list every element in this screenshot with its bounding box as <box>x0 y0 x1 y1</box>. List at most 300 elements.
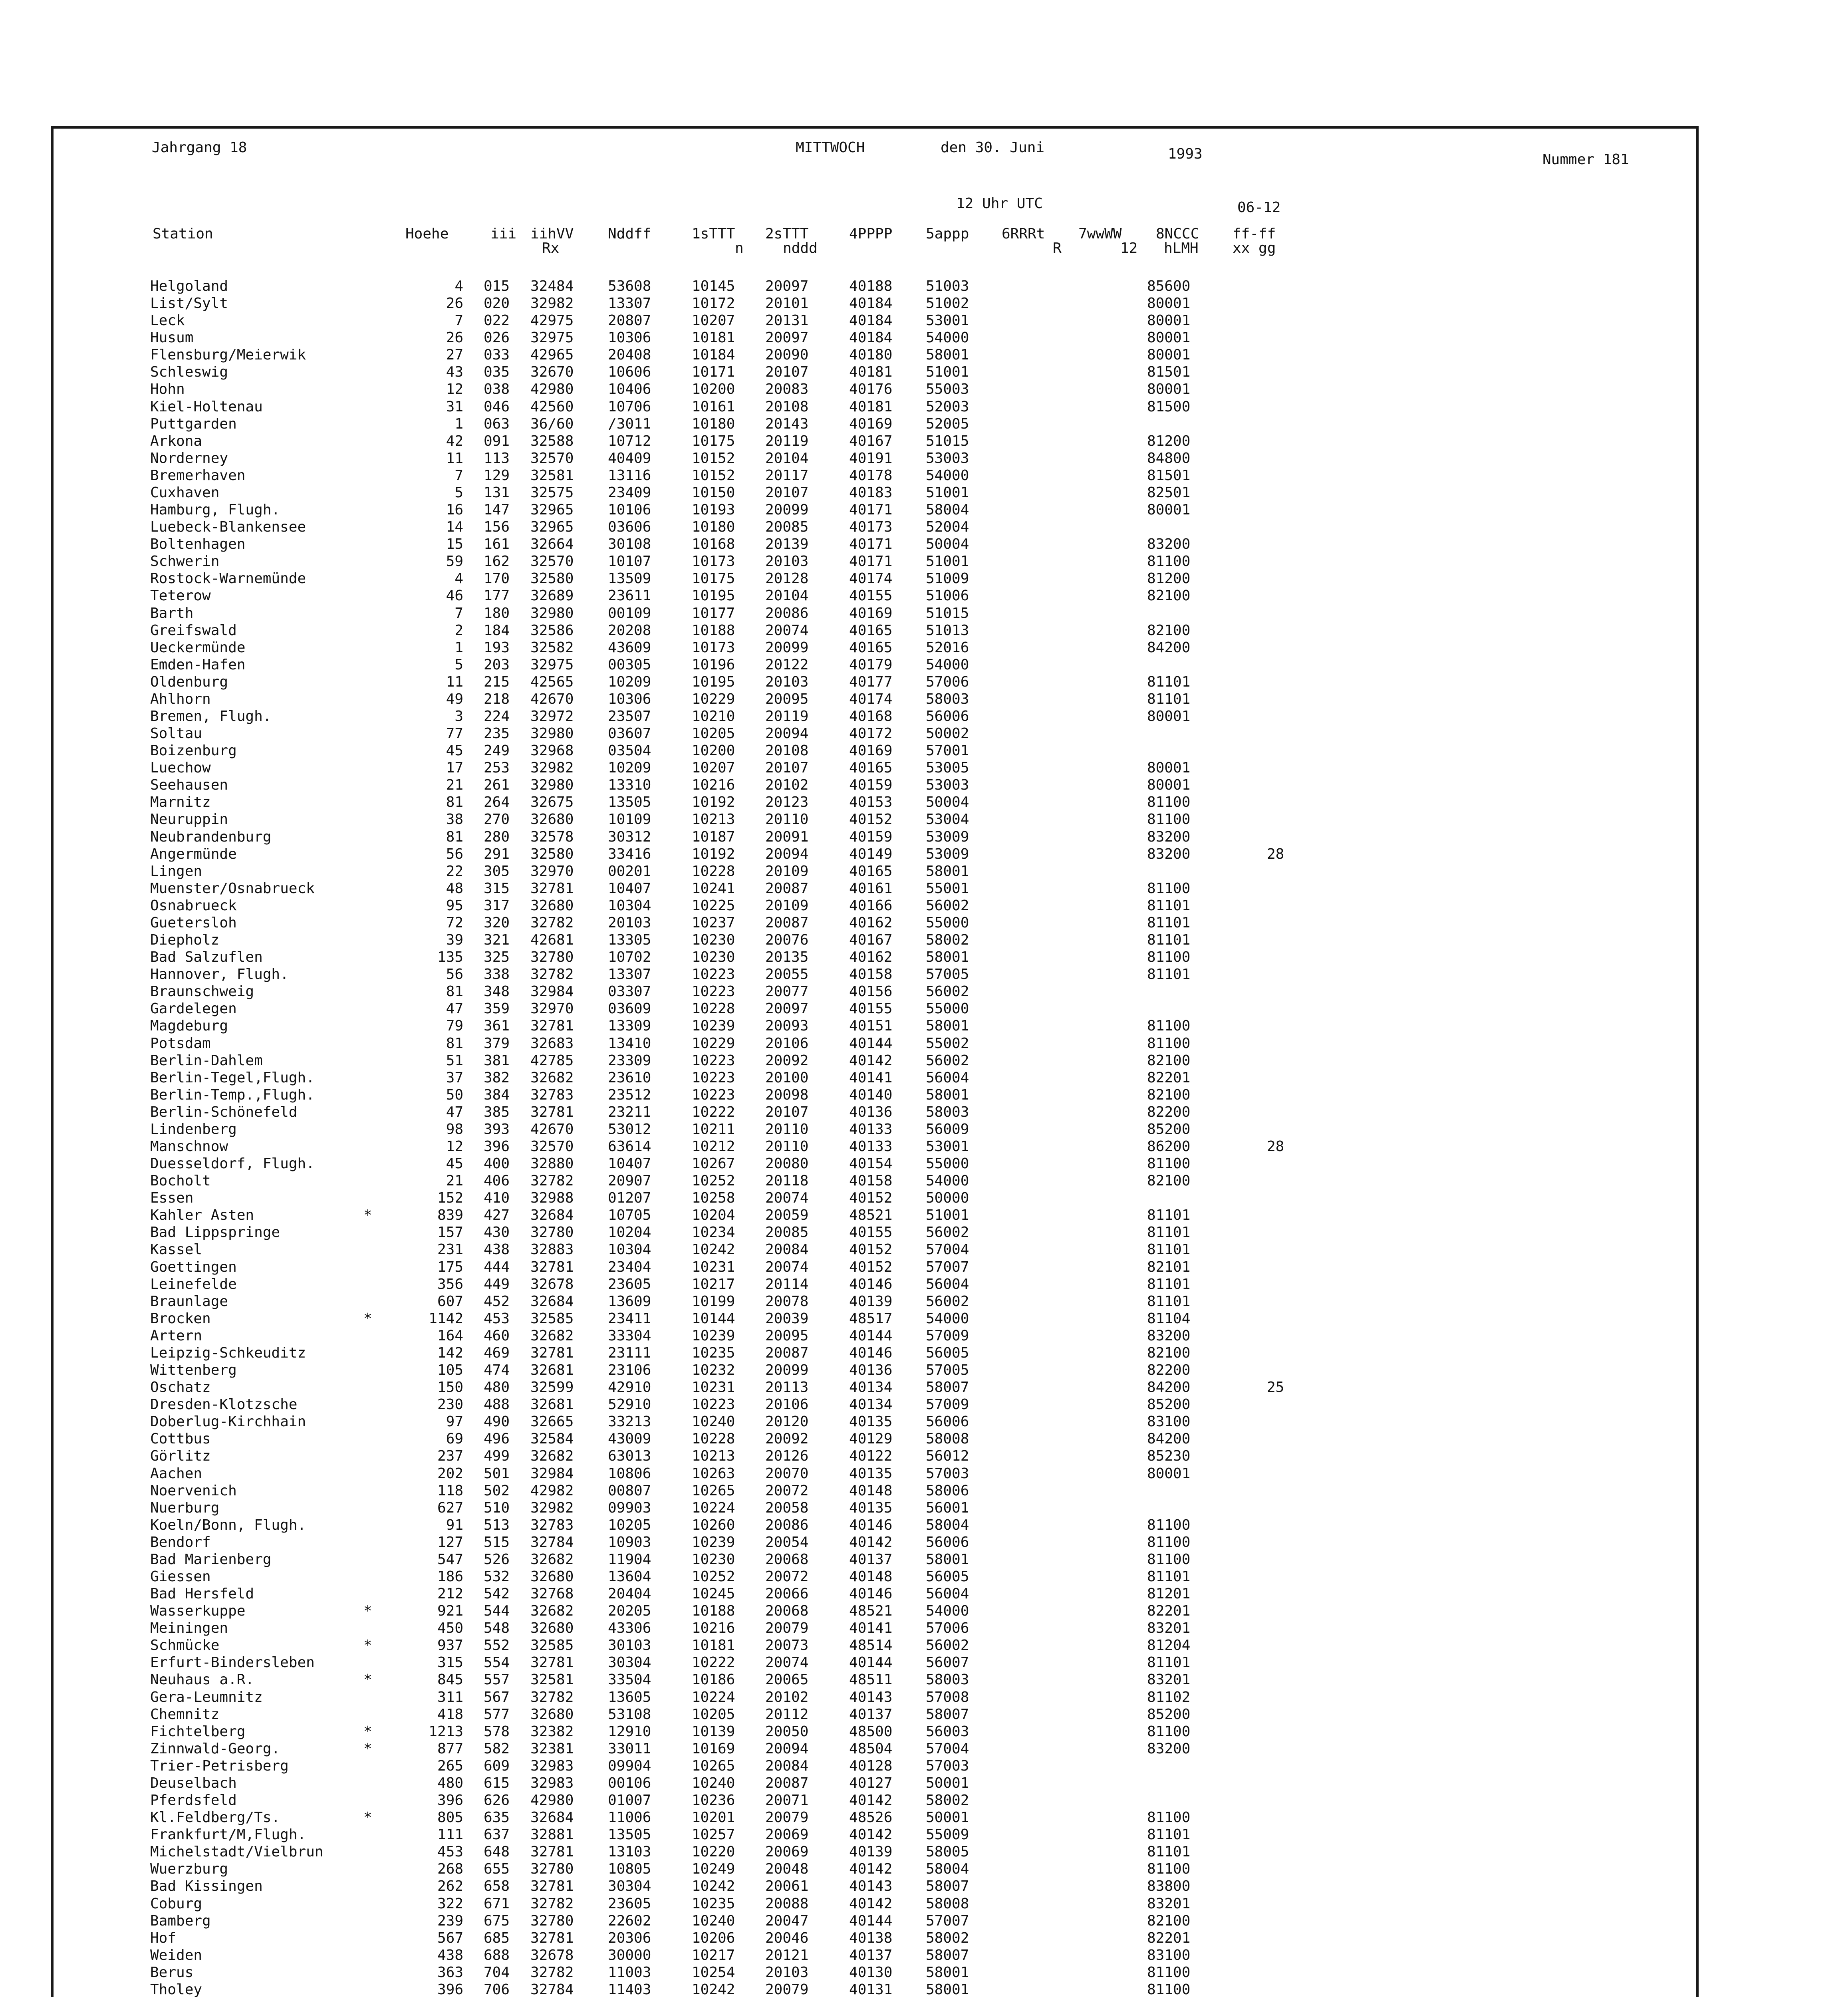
hoehe-cell: 105 <box>437 1362 463 1379</box>
n8-cell: 82100 <box>1147 1086 1191 1103</box>
p4-cell: 40174 <box>849 570 893 587</box>
p4-cell: 40133 <box>849 1138 893 1155</box>
iii-cell: 315 <box>483 880 510 897</box>
n8-cell: 80001 <box>1147 777 1191 794</box>
station-name: Potsdam <box>150 1035 211 1052</box>
p4-cell: 40165 <box>849 622 893 639</box>
p4-cell: 40155 <box>849 1000 893 1017</box>
table-row <box>0 1037 1598 1050</box>
n8-cell: 83800 <box>1147 1878 1191 1895</box>
nddff-cell: 11003 <box>608 1964 651 1981</box>
iihvv-cell: 32570 <box>530 1138 574 1155</box>
n8-cell: 81101 <box>1147 1654 1191 1671</box>
t2-cell: 20074 <box>765 1190 809 1207</box>
nddff-cell: 23605 <box>608 1895 651 1912</box>
p5-cell: 57007 <box>926 1259 969 1275</box>
t2-cell: 20121 <box>765 1947 809 1963</box>
iihvv-cell: 32599 <box>530 1379 574 1396</box>
p5-cell: 58007 <box>926 1379 969 1396</box>
t1-cell: 10207 <box>692 312 735 329</box>
station-name: Artern <box>150 1327 202 1344</box>
t1-cell: 10173 <box>692 639 735 656</box>
station-name: Chemnitz <box>150 1706 220 1723</box>
t2-cell: 20107 <box>765 1104 809 1120</box>
iihvv-cell: 32584 <box>530 1431 574 1447</box>
table-row <box>0 1966 1598 1979</box>
p5-cell: 52005 <box>926 415 969 432</box>
p5-cell: 52016 <box>926 639 969 656</box>
t2-cell: 20083 <box>765 381 809 398</box>
t2-cell: 20135 <box>765 949 809 966</box>
t2-cell: 20109 <box>765 863 809 879</box>
iihvv-cell: 42681 <box>530 932 574 949</box>
nddff-cell: 23507 <box>608 708 651 725</box>
hoehe-cell: 1142 <box>429 1310 463 1327</box>
table-row <box>0 796 1598 809</box>
t2-cell: 20061 <box>765 1878 809 1895</box>
table-row <box>0 1140 1598 1153</box>
t1-cell: 10240 <box>692 1775 735 1791</box>
n8-cell: 81104 <box>1147 1310 1191 1327</box>
iihvv-cell: 42980 <box>530 381 574 398</box>
nddff-cell: 03307 <box>608 983 651 1000</box>
table-row <box>0 1708 1598 1721</box>
t1-cell: 10237 <box>692 914 735 931</box>
hoehe-cell: 51 <box>446 1052 463 1069</box>
iihvv-cell: 32678 <box>530 1947 574 1963</box>
hoehe-cell: 142 <box>437 1344 463 1361</box>
hoehe-cell: 175 <box>437 1259 463 1275</box>
t1-cell: 10184 <box>692 347 735 363</box>
table-row <box>0 314 1598 328</box>
col-8nccc-sub: hLMH <box>1164 240 1199 256</box>
n8-cell: 81501 <box>1147 467 1191 484</box>
p5-cell: 56012 <box>926 1448 969 1465</box>
p4-cell: 40140 <box>849 1086 893 1103</box>
p4-cell: 40161 <box>849 880 893 897</box>
n8-cell: 82101 <box>1147 1259 1191 1275</box>
p4-cell: 40144 <box>849 1327 893 1344</box>
station-name: Görlitz <box>150 1448 211 1465</box>
nddff-cell: 01007 <box>608 1792 651 1809</box>
station-name: Bad Marienberg <box>150 1551 272 1568</box>
station-name: Oldenburg <box>150 673 228 690</box>
iii-cell: 046 <box>483 398 510 415</box>
n8-cell: 81100 <box>1147 1551 1191 1568</box>
iii-cell: 235 <box>483 725 510 742</box>
nddff-cell: 13116 <box>608 467 651 484</box>
hoehe-cell: 45 <box>446 1155 463 1172</box>
iii-cell: 490 <box>483 1413 510 1430</box>
t1-cell: 10144 <box>692 1310 735 1327</box>
t1-cell: 10267 <box>692 1155 735 1172</box>
table-row <box>0 1312 1598 1326</box>
mountain-station-marker: * <box>363 1207 372 1224</box>
n8-cell: 81101 <box>1147 1207 1191 1224</box>
table-row <box>0 1604 1598 1618</box>
hoehe-cell: 37 <box>446 1069 463 1086</box>
iii-cell: 264 <box>483 794 510 811</box>
t1-cell: 10225 <box>692 897 735 914</box>
col-2sttt-sub: nddd <box>783 240 818 256</box>
table-row <box>0 607 1598 620</box>
p5-cell: 53009 <box>926 828 969 845</box>
nddff-cell: 11904 <box>608 1551 651 1568</box>
table-row <box>0 1174 1598 1188</box>
station-name: Gardelegen <box>150 1000 237 1017</box>
iii-cell: 270 <box>483 811 510 828</box>
hoehe-cell: 95 <box>446 897 463 914</box>
t1-cell: 10195 <box>692 588 735 604</box>
p4-cell: 40159 <box>849 828 893 845</box>
t2-cell: 20107 <box>765 484 809 501</box>
p4-cell: 40142 <box>849 1534 893 1550</box>
t2-cell: 20094 <box>765 846 809 862</box>
station-name: Goettingen <box>150 1259 237 1275</box>
station-name: Erfurt-Bindersleben <box>150 1654 315 1671</box>
p4-cell: 40181 <box>849 364 893 381</box>
station-name: Kassel <box>150 1241 202 1258</box>
iii-cell: 410 <box>483 1190 510 1207</box>
table-row <box>0 1949 1598 1962</box>
station-name: Michelstadt/Vielbrun <box>150 1844 324 1860</box>
col-ffff: ff-ff <box>1233 226 1276 242</box>
n8-cell: 82100 <box>1147 1912 1191 1929</box>
iihvv-cell: 42560 <box>530 398 574 415</box>
t1-cell: 10212 <box>692 1138 735 1155</box>
table-row <box>0 331 1598 345</box>
n8-cell: 85230 <box>1147 1448 1191 1465</box>
t1-cell: 10216 <box>692 1620 735 1637</box>
t1-cell: 10192 <box>692 846 735 862</box>
iihvv-cell: 32682 <box>530 1327 574 1344</box>
t1-cell: 10242 <box>692 1241 735 1258</box>
p4-cell: 40178 <box>849 467 893 484</box>
n8-cell: 82201 <box>1147 1603 1191 1620</box>
iii-cell: 480 <box>483 1379 510 1396</box>
t2-cell: 20079 <box>765 1620 809 1637</box>
p4-cell: 48511 <box>849 1671 893 1688</box>
table-row <box>0 641 1598 655</box>
t1-cell: 10161 <box>692 398 735 415</box>
table-row <box>0 469 1598 482</box>
table-row <box>0 1691 1598 1704</box>
mountain-station-marker: * <box>363 1637 372 1654</box>
n8-cell: 81101 <box>1147 1241 1191 1258</box>
table-row <box>0 1415 1598 1429</box>
p4-cell: 40139 <box>849 1844 893 1860</box>
nddff-cell: 63013 <box>608 1448 651 1465</box>
n8-cell: 80001 <box>1147 1465 1191 1482</box>
col-nddff: Nddff <box>608 226 651 242</box>
station-name: Berlin-Tegel,Flugh. <box>150 1069 315 1086</box>
p4-cell: 40134 <box>849 1379 893 1396</box>
hoehe-cell: 12 <box>446 381 463 398</box>
t1-cell: 10216 <box>692 777 735 794</box>
iihvv-cell: 32965 <box>530 519 574 536</box>
hoehe-cell: 7 <box>455 312 463 329</box>
iihvv-cell: 32781 <box>530 1104 574 1120</box>
p4-cell: 40146 <box>849 1276 893 1292</box>
nddff-cell: 03609 <box>608 1000 651 1017</box>
table-row <box>0 1295 1598 1308</box>
t2-cell: 20050 <box>765 1723 809 1740</box>
station-name: Bremen, Flugh. <box>150 708 272 725</box>
hoehe-cell: 480 <box>437 1775 463 1791</box>
iihvv-cell: 32970 <box>530 1000 574 1017</box>
n8-cell: 81100 <box>1147 811 1191 828</box>
nddff-cell: 33011 <box>608 1740 651 1757</box>
n8-cell: 84200 <box>1147 639 1191 656</box>
table-row <box>0 1587 1598 1601</box>
t2-cell: 20072 <box>765 1568 809 1585</box>
station-name: Flensburg/Meierwik <box>150 347 306 363</box>
t2-cell: 20058 <box>765 1499 809 1516</box>
iii-cell: 348 <box>483 983 510 1000</box>
t2-cell: 20092 <box>765 1052 809 1069</box>
nddff-cell: 10306 <box>608 330 651 346</box>
table-row <box>0 538 1598 551</box>
table-row <box>0 1209 1598 1222</box>
t1-cell: 10242 <box>692 1878 735 1895</box>
station-name: Teterow <box>150 588 211 604</box>
p5-cell: 55000 <box>926 914 969 931</box>
p5-cell: 51015 <box>926 433 969 449</box>
t1-cell: 10220 <box>692 1844 735 1860</box>
hoehe-cell: 356 <box>437 1276 463 1292</box>
p5-cell: 56001 <box>926 1499 969 1516</box>
p5-cell: 56006 <box>926 1413 969 1430</box>
iii-cell: 038 <box>483 381 510 398</box>
t1-cell: 10223 <box>692 966 735 983</box>
iii-cell: 015 <box>483 278 510 294</box>
p5-cell: 51001 <box>926 364 969 381</box>
table-row <box>0 417 1598 431</box>
nddff-cell: 13410 <box>608 1035 651 1052</box>
col-8nccc: 8NCCC <box>1156 226 1199 242</box>
p5-cell: 53003 <box>926 777 969 794</box>
p4-cell: 48500 <box>849 1723 893 1740</box>
n8-cell: 85200 <box>1147 1396 1191 1413</box>
iii-cell: 338 <box>483 966 510 983</box>
n8-cell: 80001 <box>1147 347 1191 363</box>
iihvv-cell: 32980 <box>530 605 574 621</box>
table-row <box>0 435 1598 448</box>
t2-cell: 20094 <box>765 1740 809 1757</box>
hoehe-cell: 547 <box>437 1551 463 1568</box>
t1-cell: 10192 <box>692 794 735 811</box>
t1-cell: 10230 <box>692 1551 735 1568</box>
station-name: Essen <box>150 1190 194 1207</box>
p5-cell: 58004 <box>926 1517 969 1533</box>
table-row <box>0 1553 1598 1566</box>
p4-cell: 40142 <box>849 1826 893 1843</box>
iii-cell: 291 <box>483 846 510 862</box>
table-row <box>0 1449 1598 1463</box>
nddff-cell: 10304 <box>608 1241 651 1258</box>
hoehe-cell: 805 <box>437 1809 463 1826</box>
nddff-cell: 33213 <box>608 1413 651 1430</box>
p5-cell: 58006 <box>926 1482 969 1499</box>
iii-cell: 147 <box>483 502 510 518</box>
t2-cell: 20085 <box>765 519 809 536</box>
t1-cell: 10228 <box>692 863 735 879</box>
table-row <box>0 1261 1598 1274</box>
table-row <box>0 1880 1598 1893</box>
hoehe-cell: 839 <box>437 1207 463 1224</box>
hoehe-cell: 3 <box>455 708 463 725</box>
iii-cell: 552 <box>483 1637 510 1654</box>
p5-cell: 56009 <box>926 1121 969 1137</box>
nddff-cell: 11403 <box>608 1981 651 1997</box>
iii-cell: 063 <box>483 415 510 432</box>
nddff-cell: 10109 <box>608 811 651 828</box>
n8-cell: 81101 <box>1147 1293 1191 1310</box>
t2-cell: 20065 <box>765 1671 809 1688</box>
t1-cell: 10200 <box>692 381 735 398</box>
iihvv-cell: 32680 <box>530 1706 574 1723</box>
hoehe-cell: 21 <box>446 1173 463 1189</box>
nddff-cell: 23404 <box>608 1259 651 1275</box>
station-name: Leipzig-Schkeuditz <box>150 1344 306 1361</box>
p4-cell: 40154 <box>849 1155 893 1172</box>
iii-cell: 444 <box>483 1259 510 1275</box>
station-name: Bremerhaven <box>150 467 246 484</box>
table-row <box>0 1914 1598 1928</box>
table-row <box>0 1398 1598 1411</box>
iihvv-cell: 32768 <box>530 1586 574 1602</box>
iihvv-cell: 32675 <box>530 794 574 811</box>
p5-cell: 55001 <box>926 880 969 897</box>
table-row <box>0 985 1598 998</box>
t2-cell: 20101 <box>765 295 809 312</box>
iii-cell: 393 <box>483 1121 510 1137</box>
t1-cell: 10171 <box>692 364 735 381</box>
t2-cell: 20119 <box>765 433 809 449</box>
station-name: Gera-Leumnitz <box>150 1689 263 1705</box>
p4-cell: 40130 <box>849 1964 893 1981</box>
table-row <box>0 968 1598 981</box>
t2-cell: 20079 <box>765 1809 809 1826</box>
p4-cell: 40135 <box>849 1465 893 1482</box>
nddff-cell: 23309 <box>608 1052 651 1069</box>
table-row <box>0 951 1598 964</box>
station-name: Bad Kissingen <box>150 1878 263 1895</box>
col-2sttt: 2sTTT <box>765 226 809 242</box>
iihvv-cell: 42980 <box>530 1792 574 1809</box>
col-iihvv: iihVV <box>530 226 574 242</box>
t1-cell: 10205 <box>692 1706 735 1723</box>
iii-cell: 400 <box>483 1155 510 1172</box>
station-name: Berus <box>150 1964 194 1981</box>
iii-cell: 609 <box>483 1757 510 1774</box>
p4-cell: 40146 <box>849 1344 893 1361</box>
station-name: Cottbus <box>150 1431 211 1447</box>
iii-cell: 688 <box>483 1947 510 1963</box>
iihvv-cell: 32984 <box>530 1465 574 1482</box>
iihvv-cell: 32975 <box>530 330 574 346</box>
station-name: Arkona <box>150 433 202 449</box>
p5-cell: 58007 <box>926 1706 969 1723</box>
p5-cell: 52003 <box>926 398 969 415</box>
table-row <box>0 1346 1598 1360</box>
table-row <box>0 1432 1598 1446</box>
t1-cell: 10175 <box>692 570 735 587</box>
station-name: Schleswig <box>150 364 228 381</box>
nddff-cell: 30108 <box>608 536 651 553</box>
iii-cell: 557 <box>483 1671 510 1688</box>
nddff-cell: 30304 <box>608 1878 651 1895</box>
iihvv-cell: 32784 <box>530 1534 574 1550</box>
iii-cell: 253 <box>483 760 510 776</box>
iihvv-cell: 32781 <box>530 880 574 897</box>
p5-cell: 54000 <box>926 1173 969 1189</box>
nddff-cell: 10209 <box>608 673 651 690</box>
t1-cell: 10169 <box>692 1740 735 1757</box>
iii-cell: 161 <box>483 536 510 553</box>
p5-cell: 51015 <box>926 605 969 621</box>
iii-cell: 249 <box>483 742 510 759</box>
n8-cell: 81200 <box>1147 433 1191 449</box>
col-ffff-sub: xx gg <box>1233 240 1276 256</box>
table-row <box>0 1931 1598 1945</box>
hoehe-cell: 4 <box>455 278 463 294</box>
p5-cell: 53005 <box>926 760 969 776</box>
n8-cell: 83100 <box>1147 1947 1191 1963</box>
iihvv-cell: 32782 <box>530 966 574 983</box>
iii-cell: 035 <box>483 364 510 381</box>
p4-cell: 40127 <box>849 1775 893 1791</box>
nddff-cell: 10407 <box>608 1155 651 1172</box>
hoehe-cell: 438 <box>437 1947 463 1963</box>
iihvv-cell: 32780 <box>530 1861 574 1878</box>
n8-cell: 81102 <box>1147 1689 1191 1705</box>
t1-cell: 10241 <box>692 880 735 897</box>
station-name: List/Sylt <box>150 295 228 312</box>
hoehe-cell: 91 <box>446 1517 463 1533</box>
iihvv-cell: 32570 <box>530 450 574 466</box>
n8-cell: 83200 <box>1147 1327 1191 1344</box>
station-name: Muenster/Osnabrueck <box>150 880 315 897</box>
iii-cell: 305 <box>483 863 510 879</box>
nddff-cell: 10209 <box>608 760 651 776</box>
p5-cell: 51001 <box>926 484 969 501</box>
iii-cell: 474 <box>483 1362 510 1379</box>
nddff-cell: 23610 <box>608 1069 651 1086</box>
station-name: Wuerzburg <box>150 1861 228 1878</box>
p5-cell: 57006 <box>926 1620 969 1637</box>
nddff-cell: 10204 <box>608 1224 651 1241</box>
station-name: Berlin-Temp.,Flugh. <box>150 1086 315 1103</box>
iii-cell: 704 <box>483 1964 510 1981</box>
t1-cell: 10228 <box>692 1000 735 1017</box>
t1-cell: 10181 <box>692 330 735 346</box>
p4-cell: 40142 <box>849 1895 893 1912</box>
iihvv-cell: 32581 <box>530 1671 574 1688</box>
p5-cell: 51001 <box>926 553 969 570</box>
station-name: Hamburg, Flugh. <box>150 502 280 518</box>
station-name: Bendorf <box>150 1534 211 1550</box>
nddff-cell: 10705 <box>608 1207 651 1224</box>
iihvv-cell: 32681 <box>530 1362 574 1379</box>
p4-cell: 40152 <box>849 1259 893 1275</box>
station-name: Wasserkuppe <box>150 1603 246 1620</box>
nddff-cell: 13307 <box>608 295 651 312</box>
t2-cell: 20066 <box>765 1586 809 1602</box>
iihvv-cell: 32782 <box>530 1964 574 1981</box>
station-name: Bad Lippspringe <box>150 1224 280 1241</box>
t2-cell: 20123 <box>765 794 809 811</box>
